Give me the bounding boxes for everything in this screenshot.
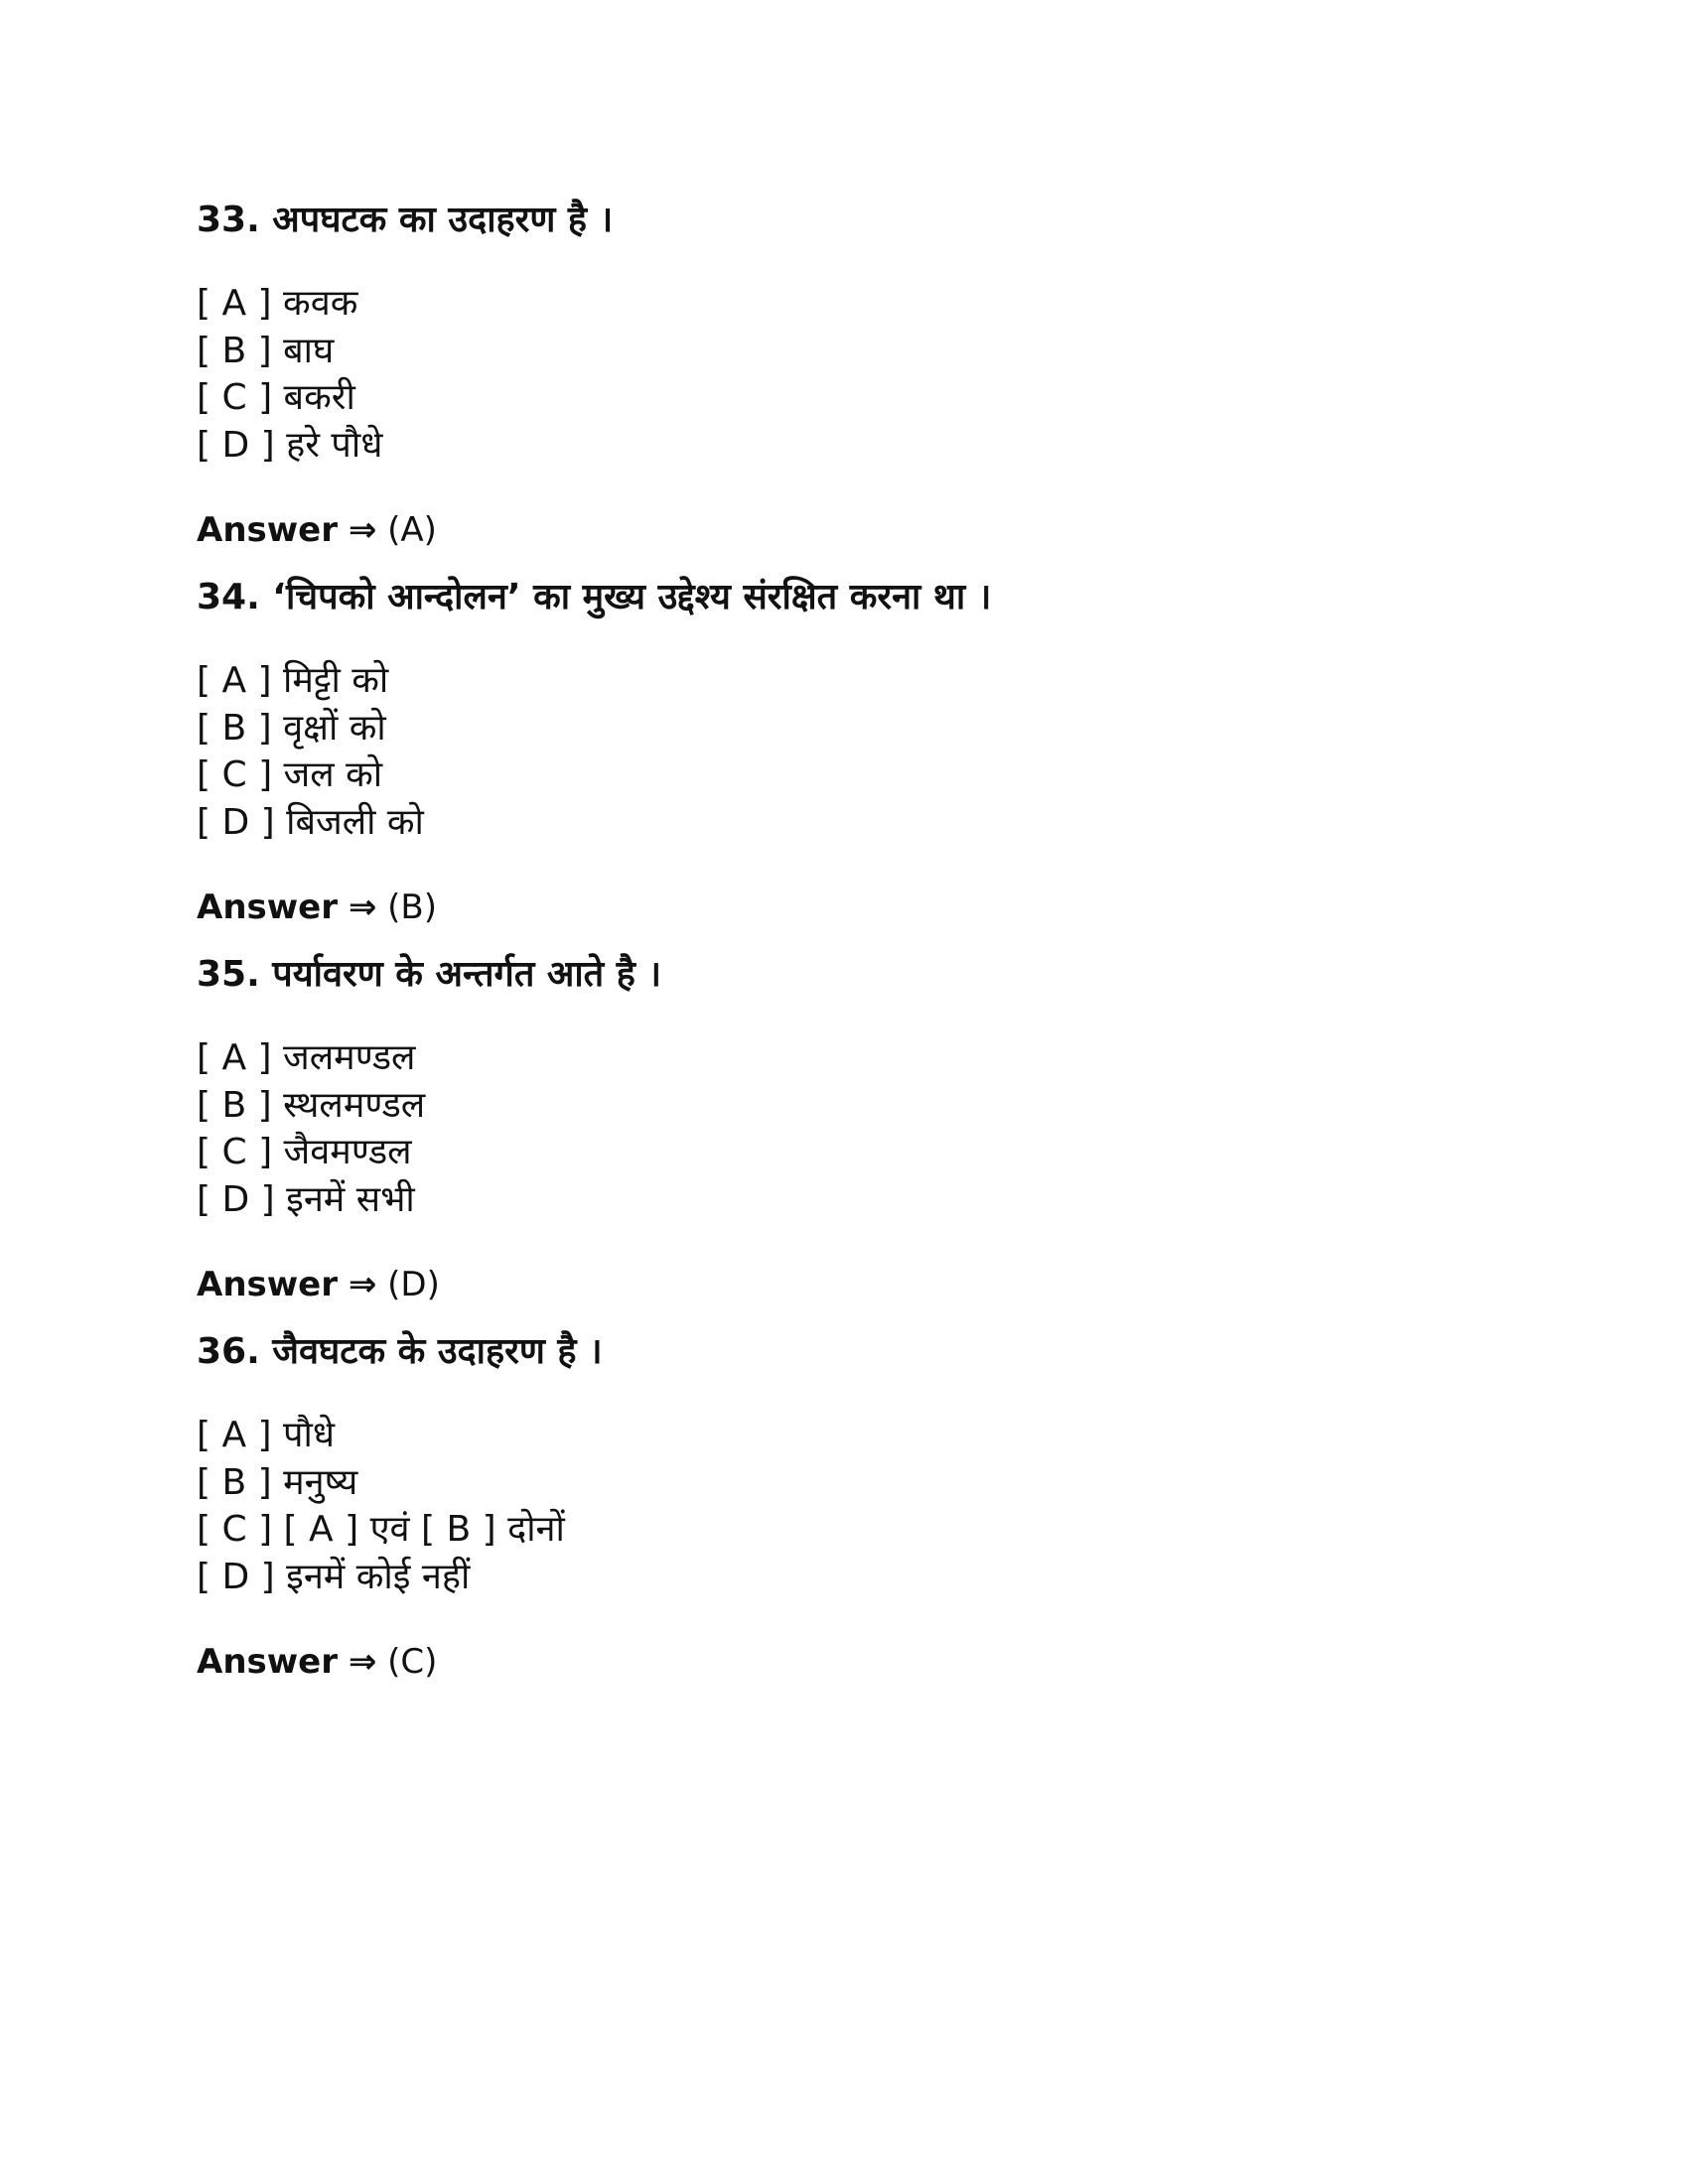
option-b: [ B ] स्थलमण्डल bbox=[197, 1084, 426, 1126]
options-list-35 bbox=[197, 1034, 425, 1223]
option-b: [ B ] मनुष्य bbox=[197, 1461, 358, 1503]
option-d: [ D ] हरे पौधे bbox=[197, 424, 383, 466]
options-list-36 bbox=[197, 1412, 565, 1600]
right-arrow-icon: ⇒ bbox=[348, 887, 377, 927]
option-d: [ D ] इनमें सभी bbox=[197, 1178, 415, 1220]
option-d: [ D ] इनमें कोई नहीं bbox=[197, 1556, 471, 1597]
question-title-35: 35. पर्यावरण के अन्तर्गत आते है । bbox=[197, 954, 662, 995]
answer-value: (A) bbox=[387, 510, 437, 550]
option-a: [ A ] कवक bbox=[197, 283, 358, 324]
option-c: [ C ] [ A ] एवं [ B ] दोनों bbox=[197, 1509, 565, 1550]
answer-value: (C) bbox=[387, 1642, 438, 1682]
question-title-36: 36. जैवघटक के उदाहरण है । bbox=[197, 1331, 603, 1372]
answer-line-36 bbox=[197, 1640, 437, 1684]
answer-line-34 bbox=[197, 886, 437, 929]
options-list-33 bbox=[197, 280, 382, 469]
option-d: [ D ] बिजली को bbox=[197, 801, 424, 843]
answer-label: Answer bbox=[197, 887, 338, 927]
right-arrow-icon: ⇒ bbox=[348, 510, 377, 550]
option-a: [ A ] जलमण्डल bbox=[197, 1037, 416, 1078]
option-c: [ C ] जल को bbox=[197, 754, 383, 795]
answer-line-33 bbox=[197, 508, 437, 552]
answer-value: (B) bbox=[387, 887, 437, 927]
answer-value: (D) bbox=[387, 1265, 440, 1304]
option-a: [ A ] पौधे bbox=[197, 1415, 335, 1455]
right-arrow-icon: ⇒ bbox=[348, 1265, 377, 1304]
answer-line-35 bbox=[197, 1263, 440, 1306]
question-title-34: 34. ‘चिपको आन्दोलन’ का मुख्य उद्देश्य संरक्षित करना था । bbox=[197, 577, 992, 617]
answer-label: Answer bbox=[197, 1265, 338, 1304]
option-b: [ B ] बाघ bbox=[197, 330, 335, 371]
right-arrow-icon: ⇒ bbox=[348, 1642, 377, 1682]
option-c: [ C ] जैवमण्डल bbox=[197, 1132, 412, 1172]
options-list-34 bbox=[197, 657, 424, 846]
answer-label: Answer bbox=[197, 1642, 338, 1682]
option-b: [ B ] वृक्षों को bbox=[197, 707, 386, 749]
option-a: [ A ] मिट्टी को bbox=[197, 660, 389, 701]
question-title-33: 33. अपघटक का उदाहरण है । bbox=[197, 200, 614, 240]
option-c: [ C ] बकरी bbox=[197, 377, 355, 418]
answer-label: Answer bbox=[197, 510, 338, 550]
